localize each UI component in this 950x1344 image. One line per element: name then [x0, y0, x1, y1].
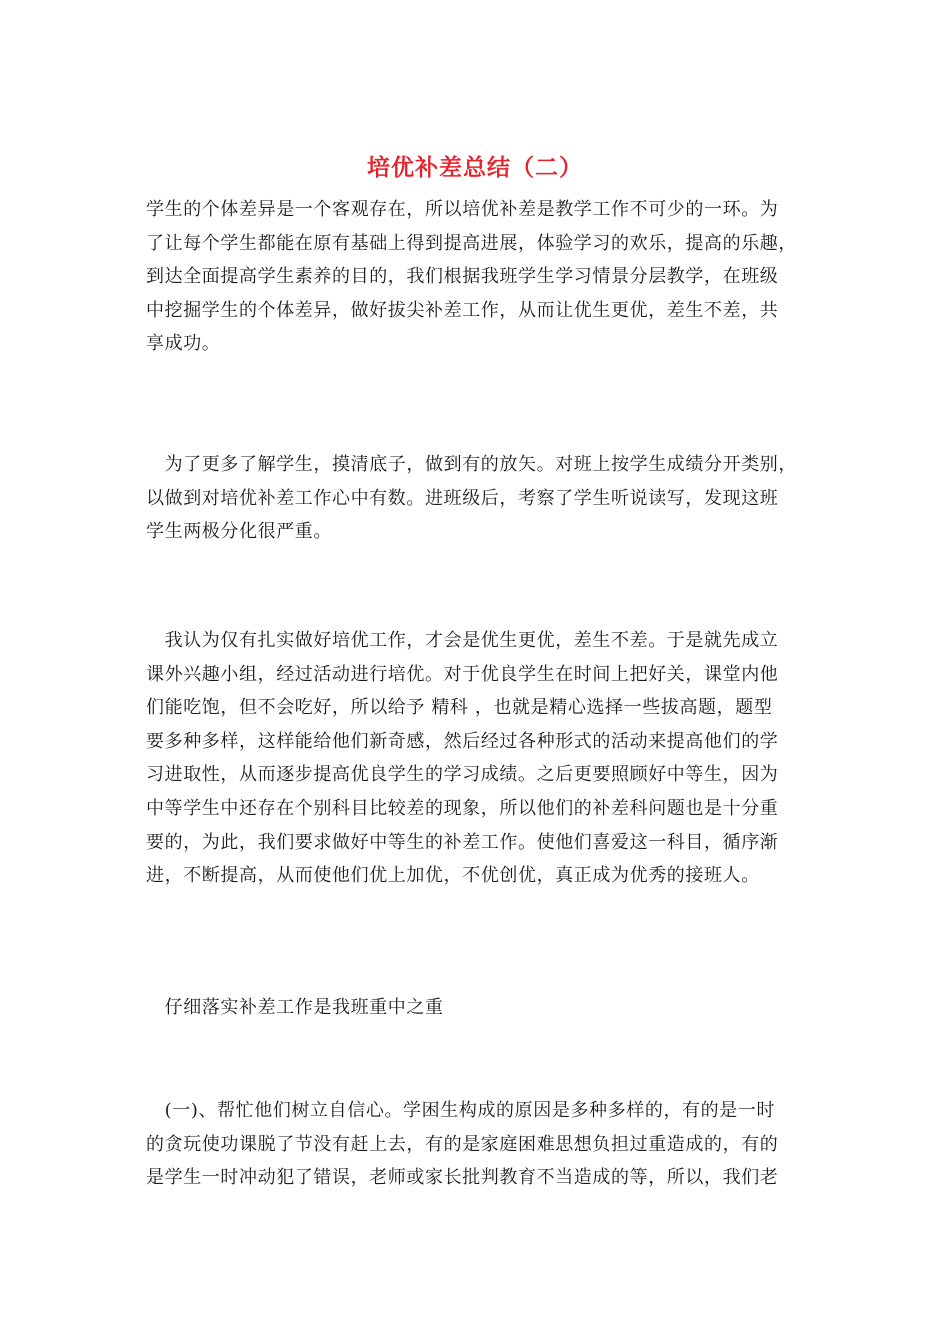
text-line: 中挖掘学生的个体差异，做好拔尖补差工作，从而让优生更优，差生不差，共: [146, 299, 779, 321]
text-line: 们能吃饱，但不会吃好，所以给予 精科 ，也就是精心选择一些拔高题，题型: [146, 697, 773, 719]
text-line: 以做到对培优补差工作心中有数。进班级后，考察了学生听说读写，发现这班: [146, 487, 779, 509]
paragraph-1: [146, 193, 816, 361]
text-line: 仔细落实补差工作是我班重中之重: [146, 997, 444, 1018]
text-line: 了让每个学生都能在原有基础上得到提高进展，体验学习的欢乐，提高的乐趣，: [146, 232, 797, 254]
text-line: 到达全面提高学生素养的目的，我们根据我班学生学习情景分层教学，在班级: [146, 266, 779, 288]
text-line: 为了更多了解学生，摸清底子，做到有的放矢。对班上按学生成绩分开类别，: [146, 454, 797, 475]
text-line: 学生两极分化很严重。: [146, 521, 332, 543]
paragraph-3: [146, 624, 816, 893]
text-line: 课外兴趣小组，经过活动进行培优。对于优良学生在时间上把好关，课堂内他: [146, 663, 779, 685]
text-line: 要的，为此，我们要求做好中等生的补差工作。使他们喜爱这一科目，循序渐: [146, 831, 779, 853]
text-line: 享成功。: [146, 333, 221, 355]
paragraph-2: [146, 448, 816, 549]
text-line: 我认为仅有扎实做好培优工作，才会是优生更优，差生不差。于是就先成立: [146, 630, 779, 651]
text-line: 是学生一时冲动犯了错误，老师或家长批判教育不当造成的等，所以，我们老: [146, 1167, 779, 1189]
text-line: 学生的个体差异是一个客观存在，所以培优补差是教学工作不可少的一环。为: [146, 199, 779, 220]
text-line: 习进取性，从而逐步提高优良学生的学习成绩。之后更要照顾好中等生，因为: [146, 764, 779, 786]
text-line: (一)、帮忙他们树立自信心。学困生构成的原因是多种多样的，有的是一时: [146, 1100, 776, 1121]
text-line: 要多种多样，这样能给他们新奇感，然后经过各种形式的活动来提高他们的学: [146, 730, 779, 752]
document-title: 培优补差总结（二）: [367, 154, 583, 181]
paragraph-5: [146, 1094, 816, 1195]
section-heading: [146, 991, 816, 1025]
text-line: 的贪玩使功课脱了节没有赶上去，有的是家庭困难思想负担过重造成的，有的: [146, 1133, 779, 1155]
text-line: 中等学生中还存在个别科目比较差的现象，所以他们的补差科问题也是十分重: [146, 797, 779, 819]
text-line: 进，不断提高，从而使他们优上加优，不优创优，真正成为优秀的接班人。: [146, 865, 760, 887]
